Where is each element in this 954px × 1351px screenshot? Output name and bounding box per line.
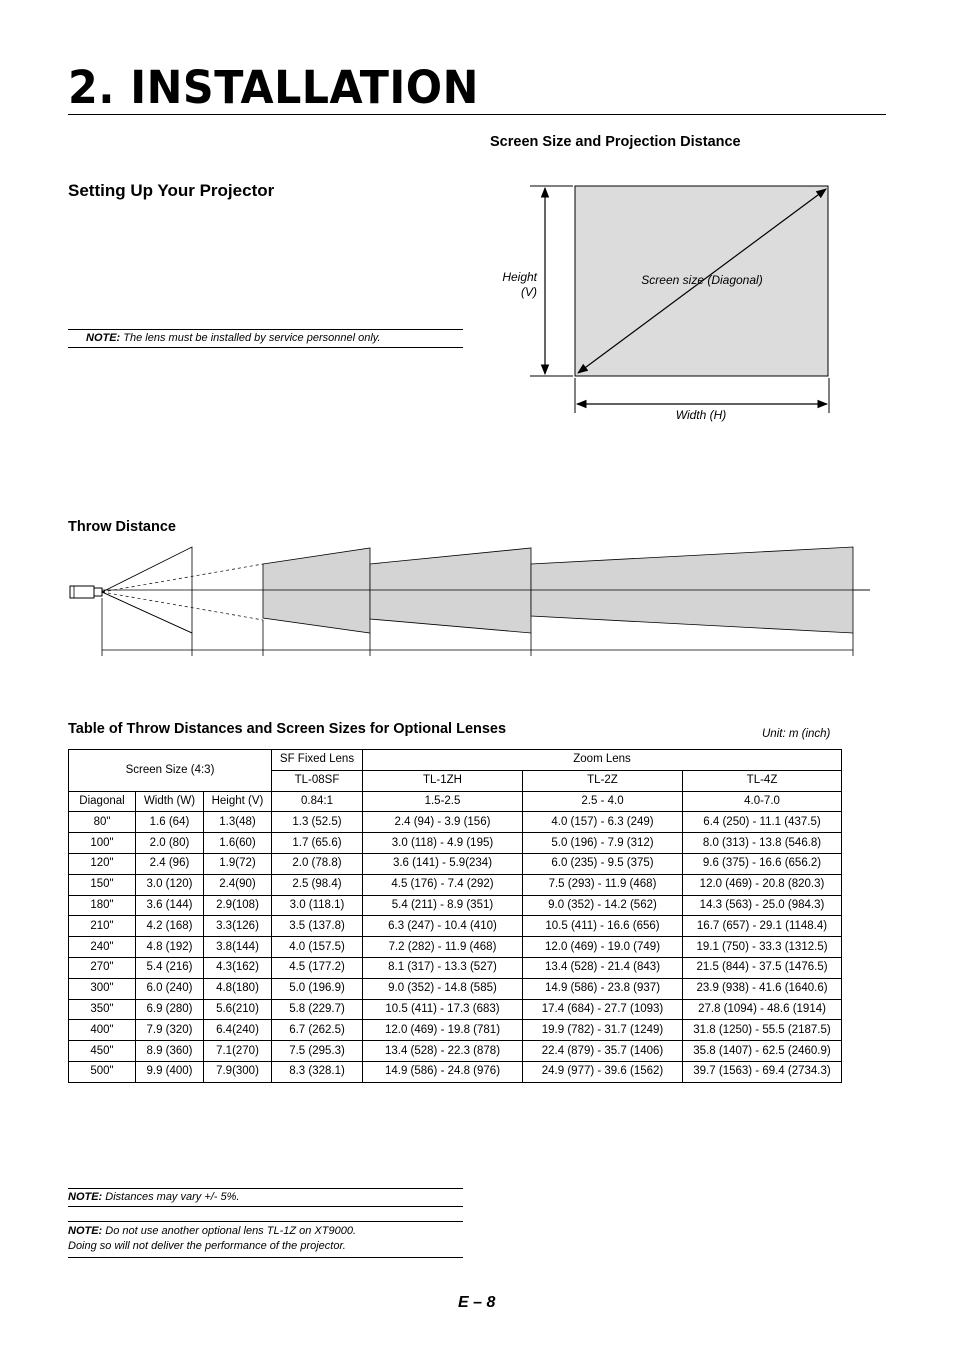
note-text: Distances may vary +/- 5%. <box>105 1191 240 1203</box>
table-cell: 6.3 (247) - 10.4 (410) <box>363 916 523 937</box>
table-cell: 6.0 (240) <box>136 978 204 999</box>
table-cell: 1.6(60) <box>204 833 272 854</box>
note-text-line2: Doing so will not deliver the performance of the projector. <box>68 1240 346 1252</box>
table-cell: 27.8 (1094) - 48.6 (1914) <box>683 999 842 1020</box>
table-cell: 31.8 (1250) - 55.5 (2187.5) <box>683 1020 842 1041</box>
table-cell: 9.9 (400) <box>136 1061 204 1082</box>
table-cell: 3.6 (144) <box>136 895 204 916</box>
table-row <box>69 999 842 1020</box>
table-cell: 39.7 (1563) - 69.4 (2734.3) <box>683 1061 842 1082</box>
table-cell: 13.4 (528) - 21.4 (843) <box>523 957 683 978</box>
table-header-row-1 <box>69 750 842 771</box>
table-row <box>69 1020 842 1041</box>
table-cell: 3.3(126) <box>204 916 272 937</box>
table-cell: 2.4 (94) - 3.9 (156) <box>363 812 523 833</box>
ratio-cell: 4.0-7.0 <box>683 791 842 812</box>
chapter-title: 2. INSTALLATION <box>68 61 479 114</box>
table-cell: 300" <box>69 978 136 999</box>
table-cell: 100" <box>69 833 136 854</box>
table-cell: 350" <box>69 999 136 1020</box>
diagonal-label: Screen size (Diagonal) <box>641 273 763 287</box>
table-cell: 4.8 (192) <box>136 937 204 958</box>
page-number: E – 8 <box>458 1294 496 1311</box>
throw-distance-table <box>68 749 842 1083</box>
table-cell: 1.3(48) <box>204 812 272 833</box>
beam-segment-2 <box>370 548 531 633</box>
table-cell: 9.6 (375) - 16.6 (656.2) <box>683 853 842 874</box>
table-cell: 7.9(300) <box>204 1061 272 1082</box>
table-row <box>69 1061 842 1082</box>
table-cell: 8.9 (360) <box>136 1041 204 1062</box>
table-cell: 7.5 (295.3) <box>272 1041 363 1062</box>
table-cell: 6.7 (262.5) <box>272 1020 363 1041</box>
table-cell: 35.8 (1407) - 62.5 (2460.9) <box>683 1041 842 1062</box>
table-cell: 7.5 (293) - 11.9 (468) <box>523 874 683 895</box>
height-label: Height <box>502 270 537 284</box>
table-cell: 3.6 (141) - 5.9(234) <box>363 853 523 874</box>
table-cell: 24.9 (977) - 39.6 (1562) <box>523 1061 683 1082</box>
table-cell: 14.9 (586) - 24.8 (976) <box>363 1061 523 1082</box>
table-cell: 23.9 (938) - 41.6 (1640.6) <box>683 978 842 999</box>
table-cell: 2.0 (78.8) <box>272 853 363 874</box>
header-height: Height (V) <box>204 791 272 812</box>
table-row <box>69 874 842 895</box>
table-cell: 8.3 (328.1) <box>272 1061 363 1082</box>
table-cell: 4.2 (168) <box>136 916 204 937</box>
table-cell: 19.9 (782) - 31.7 (1249) <box>523 1020 683 1041</box>
table-cell: 12.0 (469) - 20.8 (820.3) <box>683 874 842 895</box>
table-cell: 12.0 (469) - 19.0 (749) <box>523 937 683 958</box>
table-cell: 80" <box>69 812 136 833</box>
ratio-cell: 1.5-2.5 <box>363 791 523 812</box>
table-cell: 5.0 (196.9) <box>272 978 363 999</box>
table-cell: 3.0 (118.1) <box>272 895 363 916</box>
table-cell: 2.0 (80) <box>136 833 204 854</box>
beam-guide-upper <box>102 564 263 592</box>
header-diagonal: Diagonal <box>69 791 136 812</box>
lens-warning-note <box>68 1221 463 1258</box>
table-cell: 400" <box>69 1020 136 1041</box>
table-cell: 19.1 (750) - 33.3 (1312.5) <box>683 937 842 958</box>
height-label-unit: (V) <box>521 285 537 299</box>
table-row <box>69 833 842 854</box>
table-cell: 2.4(90) <box>204 874 272 895</box>
table-cell: 10.5 (411) - 16.6 (656) <box>523 916 683 937</box>
table-cell: 2.4 (96) <box>136 853 204 874</box>
lens-name-cell: TL-08SF <box>272 770 363 791</box>
table-cell: 5.4 (216) <box>136 957 204 978</box>
table-row <box>69 957 842 978</box>
unit-label: Unit: m (inch) <box>762 728 831 740</box>
table-cell: 7.9 (320) <box>136 1020 204 1041</box>
table-cell: 450" <box>69 1041 136 1062</box>
table-cell: 1.7 (65.6) <box>272 833 363 854</box>
ratio-cell: 0.84:1 <box>272 791 363 812</box>
beam-near-lower <box>102 592 192 633</box>
table-cell: 5.0 (196) - 7.9 (312) <box>523 833 683 854</box>
table-row <box>69 895 842 916</box>
table-cell: 21.5 (844) - 37.5 (1476.5) <box>683 957 842 978</box>
table-cell: 150" <box>69 874 136 895</box>
table-row <box>69 937 842 958</box>
distance-note <box>68 1188 463 1207</box>
lens-name-cell: TL-4Z <box>683 770 842 791</box>
table-cell: 9.0 (352) - 14.8 (585) <box>363 978 523 999</box>
table-cell: 22.4 (879) - 35.7 (1406) <box>523 1041 683 1062</box>
table-cell: 7.1(270) <box>204 1041 272 1062</box>
header-screen-size: Screen Size (4:3) <box>69 750 272 792</box>
table-cell: 4.5 (176) - 7.4 (292) <box>363 874 523 895</box>
screen-size-heading: Screen Size and Projection Distance <box>490 134 741 150</box>
projector-icon <box>70 586 102 598</box>
table-cell: 3.0 (118) - 4.9 (195) <box>363 833 523 854</box>
table-cell: 4.3(162) <box>204 957 272 978</box>
throw-distance-diagram <box>0 540 954 665</box>
table-row <box>69 916 842 937</box>
table-row <box>69 812 842 833</box>
table-cell: 5.6(210) <box>204 999 272 1020</box>
table-cell: 17.4 (684) - 27.7 (1093) <box>523 999 683 1020</box>
table-heading: Table of Throw Distances and Screen Sizes for Optional Lenses <box>68 721 507 737</box>
screen-size-diagram <box>0 0 954 460</box>
throw-distance-heading: Throw Distance <box>68 519 176 535</box>
table-cell: 4.0 (157) - 6.3 (249) <box>523 812 683 833</box>
table-cell: 270" <box>69 957 136 978</box>
note-label: NOTE: <box>86 332 121 344</box>
table-cell: 10.5 (411) - 17.3 (683) <box>363 999 523 1020</box>
table-cell: 210" <box>69 916 136 937</box>
table-cell: 1.9(72) <box>204 853 272 874</box>
table-cell: 6.4 (250) - 11.1 (437.5) <box>683 812 842 833</box>
table-header-row-3 <box>69 791 842 812</box>
table-cell: 7.2 (282) - 11.9 (468) <box>363 937 523 958</box>
table-cell: 14.3 (563) - 25.0 (984.3) <box>683 895 842 916</box>
table-cell: 500" <box>69 1061 136 1082</box>
note-text: The lens must be installed by service personnel only. <box>123 332 381 344</box>
table-cell: 5.4 (211) - 8.9 (351) <box>363 895 523 916</box>
note-text-line1: Do not use another optional lens TL-1Z on XT9000. <box>105 1225 357 1237</box>
beam-guide-lower <box>102 592 263 620</box>
note-label: NOTE: <box>68 1191 103 1203</box>
setup-heading: Setting Up Your Projector <box>68 181 275 200</box>
table-cell: 6.0 (235) - 9.5 (375) <box>523 853 683 874</box>
lens-name-cell: TL-2Z <box>523 770 683 791</box>
table-cell: 4.0 (157.5) <box>272 937 363 958</box>
table-cell: 9.0 (352) - 14.2 (562) <box>523 895 683 916</box>
table-cell: 1.6 (64) <box>136 812 204 833</box>
table-cell: 2.5 (98.4) <box>272 874 363 895</box>
table-cell: 6.4(240) <box>204 1020 272 1041</box>
table-cell: 240" <box>69 937 136 958</box>
table-row <box>69 1041 842 1062</box>
table-cell: 12.0 (469) - 19.8 (781) <box>363 1020 523 1041</box>
header-width: Width (W) <box>136 791 204 812</box>
table-cell: 13.4 (528) - 22.3 (878) <box>363 1041 523 1062</box>
table-cell: 6.9 (280) <box>136 999 204 1020</box>
table-cell: 5.8 (229.7) <box>272 999 363 1020</box>
table-cell: 3.0 (120) <box>136 874 204 895</box>
table-cell: 3.8(144) <box>204 937 272 958</box>
table-cell: 16.7 (657) - 29.1 (1148.4) <box>683 916 842 937</box>
ratio-cell: 2.5 - 4.0 <box>523 791 683 812</box>
lens-name-cell: TL-1ZH <box>363 770 523 791</box>
table-cell: 8.0 (313) - 13.8 (546.8) <box>683 833 842 854</box>
header-fixed-lens: SF Fixed Lens <box>272 750 363 771</box>
beam-segment-1 <box>263 548 370 633</box>
table-cell: 120" <box>69 853 136 874</box>
note-label: NOTE: <box>68 1225 103 1237</box>
table-row <box>69 978 842 999</box>
table-cell: 14.9 (586) - 23.8 (937) <box>523 978 683 999</box>
table-cell: 180" <box>69 895 136 916</box>
table-cell: 8.1 (317) - 13.3 (527) <box>363 957 523 978</box>
width-label: Width (H) <box>675 408 727 422</box>
table-row <box>69 853 842 874</box>
table-cell: 2.9(108) <box>204 895 272 916</box>
header-zoom-lens: Zoom Lens <box>363 750 842 771</box>
table-cell: 4.8(180) <box>204 978 272 999</box>
table-cell: 4.5 (177.2) <box>272 957 363 978</box>
table-cell: 3.5 (137.8) <box>272 916 363 937</box>
table-cell: 1.3 (52.5) <box>272 812 363 833</box>
